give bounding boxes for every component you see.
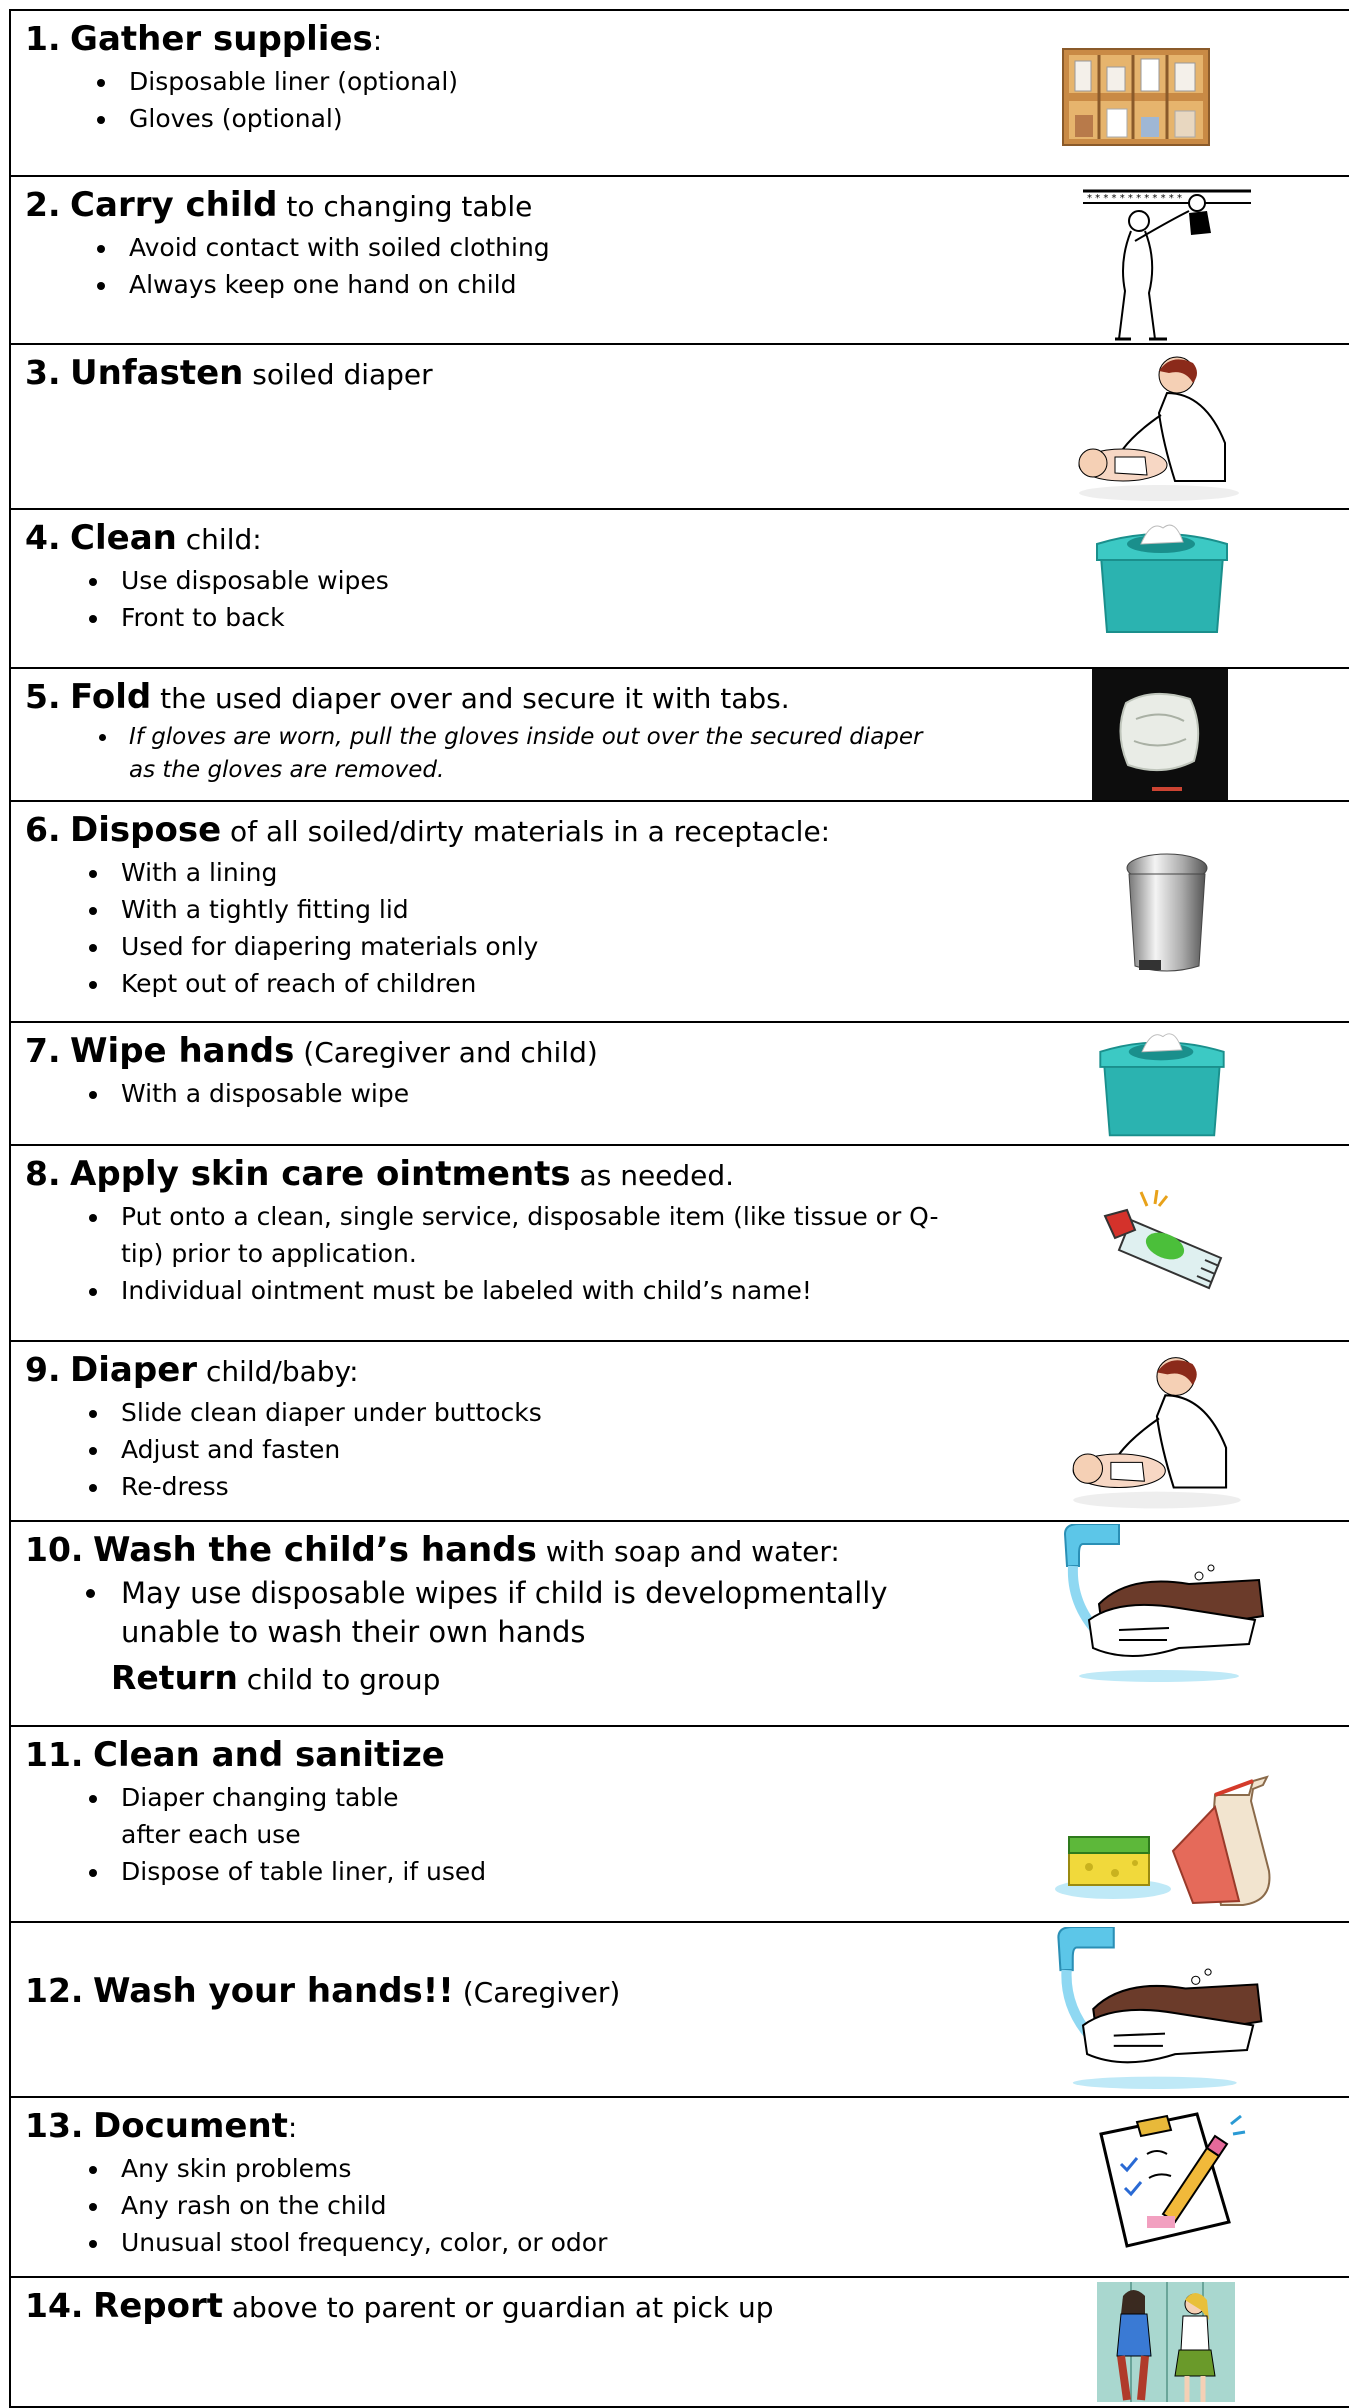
step-keyword: Clean and sanitize: [93, 1735, 445, 1775]
bullet-item: • Diaper changing table after each use: [111, 1779, 401, 1853]
step-row-5: [9, 667, 1349, 800]
return-rest: child to group: [237, 1663, 441, 1696]
clipboard-pencil-icon: [1087, 2104, 1247, 2254]
step-bullets: [25, 721, 949, 787]
step-row-9: [9, 1340, 1349, 1520]
bullet-item: • Front to back: [111, 599, 965, 636]
wipes-box-icon: [1091, 520, 1233, 638]
bullet-item: • Use disposable wipes: [111, 562, 965, 599]
bullet-item: • Adjust and fasten: [111, 1431, 965, 1468]
step-keyword: Carry child: [70, 185, 278, 225]
step-title-rest: (Caregiver and child): [294, 1036, 598, 1069]
step-bullets: [25, 1198, 951, 1309]
bullet-item: • With a tightly fitting lid: [111, 891, 965, 928]
step-number: 13.: [25, 2106, 84, 2145]
step-title: [25, 677, 965, 719]
step-row-10: [9, 1520, 1349, 1725]
step-number: 14.: [25, 2286, 84, 2325]
step-number: 9.: [25, 1350, 61, 1389]
step-row-12: [9, 1921, 1349, 2096]
step-number: 6.: [25, 810, 61, 849]
step-row-13: [9, 2096, 1349, 2276]
step-title: [25, 1530, 965, 1572]
step-keyword: Wipe hands: [70, 1031, 295, 1071]
folded-diaper-icon: [1092, 669, 1228, 802]
step-row-8: [9, 1144, 1349, 1340]
step-title-rest: (Caregiver): [453, 1976, 621, 2009]
step-title-rest: soiled diaper: [243, 358, 433, 391]
step-title: [25, 185, 965, 227]
step-bullets: [25, 562, 965, 636]
step-row-3: [9, 343, 1349, 508]
step-keyword: Wash your hands!!: [93, 1971, 454, 2011]
bullet-item: • Gloves (optional): [119, 100, 965, 137]
step-bullets: [25, 1394, 965, 1505]
step-number: 10.: [25, 1530, 84, 1569]
step-title: [25, 19, 965, 61]
step-row-7: [9, 1021, 1349, 1144]
step-title: [25, 1735, 965, 1777]
sponge-spray-bottle-icon: [1053, 1771, 1285, 1911]
step-bullets: [25, 1075, 965, 1112]
bullet-item: • Dispose of table liner, if used: [111, 1853, 401, 1890]
changing-baby-icon: [1075, 353, 1245, 503]
step-title-rest: as needed.: [570, 1159, 735, 1192]
step-bullets: [25, 854, 965, 1002]
step-title: [25, 1154, 965, 1196]
step-title: [25, 2286, 965, 2328]
carrying-child-icon: [1079, 181, 1257, 343]
bullet-item: • Individual ointment must be labeled with child’s name!: [111, 1272, 951, 1309]
step-number: 12.: [25, 1971, 84, 2010]
step-bullets: [25, 2150, 965, 2261]
two-women-talking-icon: [1091, 2280, 1241, 2406]
step-keyword: Document: [93, 2106, 288, 2146]
bullet-item: • Any rash on the child: [111, 2187, 965, 2224]
bullet-item: • Used for diapering materials only: [111, 928, 965, 965]
step-title-rest: the used diaper over and secure it with tabs.: [151, 682, 790, 715]
bullet-item: • Disposable liner (optional): [119, 63, 965, 100]
step-bullets: [25, 1779, 487, 1890]
step-title-rest: of all soiled/dirty materials in a receptacle:: [221, 815, 831, 848]
step-bullets: [25, 1574, 951, 1652]
step-row-2: [9, 175, 1349, 343]
step-title-rest: to changing table: [277, 190, 533, 223]
step-keyword: Dispose: [70, 810, 222, 850]
step-row-4: [9, 508, 1349, 667]
step-number: 5.: [25, 677, 61, 716]
step-bullets: [25, 63, 965, 137]
step-keyword: Clean: [70, 518, 177, 558]
step-keyword: Diaper: [70, 1350, 198, 1390]
bullet-item: • Put onto a clean, single service, disposable item (like tissue or Q-tip) prior to application.: [111, 1198, 951, 1272]
step-keyword: Unfasten: [70, 353, 244, 393]
hand-washing-icon: [1051, 1927, 1279, 2091]
step-number: 3.: [25, 353, 61, 392]
bullet-item: • Slide clean diaper under buttocks: [111, 1394, 965, 1431]
bullet-item: • With a disposable wipe: [111, 1075, 965, 1112]
step-title-rest: child:: [176, 523, 262, 556]
trash-can-icon: [1117, 850, 1217, 980]
return-keyword: Return: [111, 1658, 238, 1697]
step-row-14: [9, 2276, 1349, 2408]
step-bullets: [25, 229, 965, 303]
bullet-item: • Unusual stool frequency, color, or odor: [111, 2224, 965, 2261]
bullet-item: • Any skin problems: [111, 2150, 965, 2187]
return-child-line: [111, 1658, 965, 1697]
bullet-item: • Always keep one hand on child: [119, 266, 965, 303]
step-title-rest: child/baby:: [197, 1355, 359, 1388]
wipes-box-icon: [1091, 1029, 1233, 1141]
cubby-shelf-icon: [1061, 45, 1211, 149]
bullet-item: • Re-dress: [111, 1468, 965, 1505]
step-row-6: [9, 800, 1349, 1021]
ointment-tube-icon: [1101, 1190, 1237, 1294]
step-title-rest: with soap and water:: [536, 1535, 840, 1568]
bullet-item: • May use disposable wipes if child is developmentally unable to wash their own hands: [111, 1574, 951, 1652]
hand-washing-icon: [1059, 1524, 1279, 1684]
step-keyword: Gather supplies: [70, 19, 373, 59]
step-row-1: [9, 9, 1349, 175]
step-keyword: Apply skin care ointments: [70, 1154, 571, 1194]
step-number: 7.: [25, 1031, 61, 1070]
bullet-item: • Avoid contact with soiled clothing: [119, 229, 965, 266]
bullet-item: • Kept out of reach of children: [111, 965, 965, 1002]
step-title: [25, 1971, 965, 2013]
step-number: 2.: [25, 185, 61, 224]
step-title: [25, 353, 965, 395]
step-title: [25, 810, 965, 852]
step-number: 1.: [25, 19, 61, 58]
step-title-rest: :: [372, 24, 383, 57]
step-title: [25, 1031, 965, 1073]
step-number: 8.: [25, 1154, 61, 1193]
step-keyword: Fold: [70, 677, 152, 717]
bullet-item: • If gloves are worn, pull the gloves inside out over the secured diaper as the gloves are removed.: [119, 721, 949, 787]
step-title: [25, 2106, 965, 2148]
step-title-rest: :: [287, 2111, 298, 2144]
step-row-11: [9, 1725, 1349, 1921]
step-number: 11.: [25, 1735, 84, 1774]
step-number: 4.: [25, 518, 61, 557]
step-title: [25, 1350, 965, 1392]
svg-text:* * * * * * * * * * * *: * * * * * * * * * * * *: [1087, 193, 1182, 204]
step-title-rest: above to parent or guardian at pick up: [222, 2291, 774, 2324]
step-keyword: Report: [93, 2286, 223, 2326]
bullet-item: • With a lining: [111, 854, 965, 891]
changing-baby-icon: [1069, 1352, 1247, 1512]
step-keyword: Wash the child’s hands: [93, 1530, 537, 1570]
step-title: [25, 518, 965, 560]
